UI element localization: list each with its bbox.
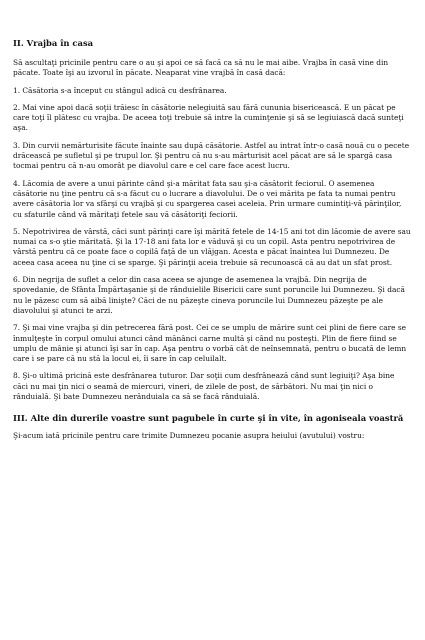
cause-item-2: 2. Mai vine apoi dacă soţii trăiesc în căsătorie nelegiuită sau fără cununia bisericească. E un păcat pe care toţi îl plătesc cu vrajba. De aceea toţi trebuie să intre la cuminţenie şi să se legiuiască dacă sunteţi aşa. <box>13 102 404 133</box>
cause-item-8: 8. Şi-o ultimă pricină este desfrânarea tuturor. Dar soţii cum desfrânează când sunt legiuiţi? Aşa bine căci nu mai ţin nici o seamă de miercuri, vineri, de zilele de post, de sărbători. Nu mai ţin nici o rânduială. Şi bate Dumnezeu nerânduiala ca să se facă rânduială. <box>13 371 395 402</box>
cause-item-5: 5. Nepotrivirea de vârstă, căci sunt părinţi care îşi mărită fetele de 14-15 ani tot din lăcomie de avere sau numai ca s-o ştie măritată. Şi la 17-18 ani fata lor e văduvă şi cu un copil. Asta pentru nepotrivirea de vârstă pentru că ce poate face o copilă faţă de un vlăjgan. Acesta e păcat înaintea lui Dumnezeu. De aceea casa aceea nu ţine ci se sparge. Şi părinţii aceia trebuie să recunoască că au dat un sfat prost. <box>13 226 411 267</box>
cause-item-6: 6. Din negrija de suflet a celor din casa aceea se ajunge de asemenea la vrajbă. Din negrija de <box>13 275 367 285</box>
cause-item-4: 4. Lăcomia de avere a unui părinte când şi-a măritat fata sau şi-a căsătorit feciorul. O asemenea căsătorie nu ţine pentru că s-a făcut cu o lucrare a diavolului. De o vei mărita pe fata ta numai pentru avere căsătoria lor va sfârşi cu vrajbă şi cu spargerea casei aceleia. Prin urmare cumintiţi-vă părinţilor, cu sfaturile când vă măritaţi fetele sau vă căsătoriţi feciorii. <box>13 178 402 219</box>
section-2-heading: II. Vrajba în casa <box>13 38 94 48</box>
cause-item-6-continued: spovedanie, de Sfânta Împărtaşanie şi de rânduielile Bisericii care sunt poruncile lui Dumnezeu. Şi dacă nu le păzesc cum să aibă linişte? Căci de nu păzeşte cineva poruncile lui Dumnezeu păzeşte pe ale diavolului şi atunci te arzi. <box>13 285 405 315</box>
cause-item-1: 1. Căsătoria s-a început cu stângul adică cu desfrânarea. <box>13 85 227 95</box>
cause-item-3: 3. Din curvii nemărturisite făcute înainte sau după căsătorie. Astfel au intrat într-o casă nouă cu o pecete drăcească pe sufletul şi pe trupul lor. Şi pentru că nu s-au mărturisit acel păcat are să le spargă casa tocmai pentru că n-au omorât pe diavolul care e cel care face acest lucru. <box>13 140 410 171</box>
section-2-intro: Să ascultaţi pricinile pentru care o au şi apoi ce să facă ca să nu le mai aibe. Vrajba în casă vine din păcate. Toate îşi au izvorul în păcate. Neaparat vine vrajbă în casă dacă: <box>13 58 389 78</box>
section-3-intro: Şi-acum iată pricinile pentru care trimite Dumnezeu pocanie asupra heiului (avutului) vostru: <box>13 431 365 441</box>
section-3-heading: III. Alte din durerile voastre sunt pagubele în curte şi în vite, în agoniseala voastră <box>13 413 404 424</box>
cause-item-7: 7. Şi mai vine vrajba şi din petrecerea fără post. Cei ce se umplu de mărire sunt cei plini de fiere care se înmulţeşte în corpul omului atunci când mănânci carne multă şi când nu posteşti. Plin de fiere fiind se umplu de mânie şi atunci îşi sar în cap. Aşa pentru o vorbă cât de neînsemnată, pentru o bucată de lemn care i se pare că nu stă la locul ei, îi sare în cap celuilalt. <box>13 323 407 364</box>
